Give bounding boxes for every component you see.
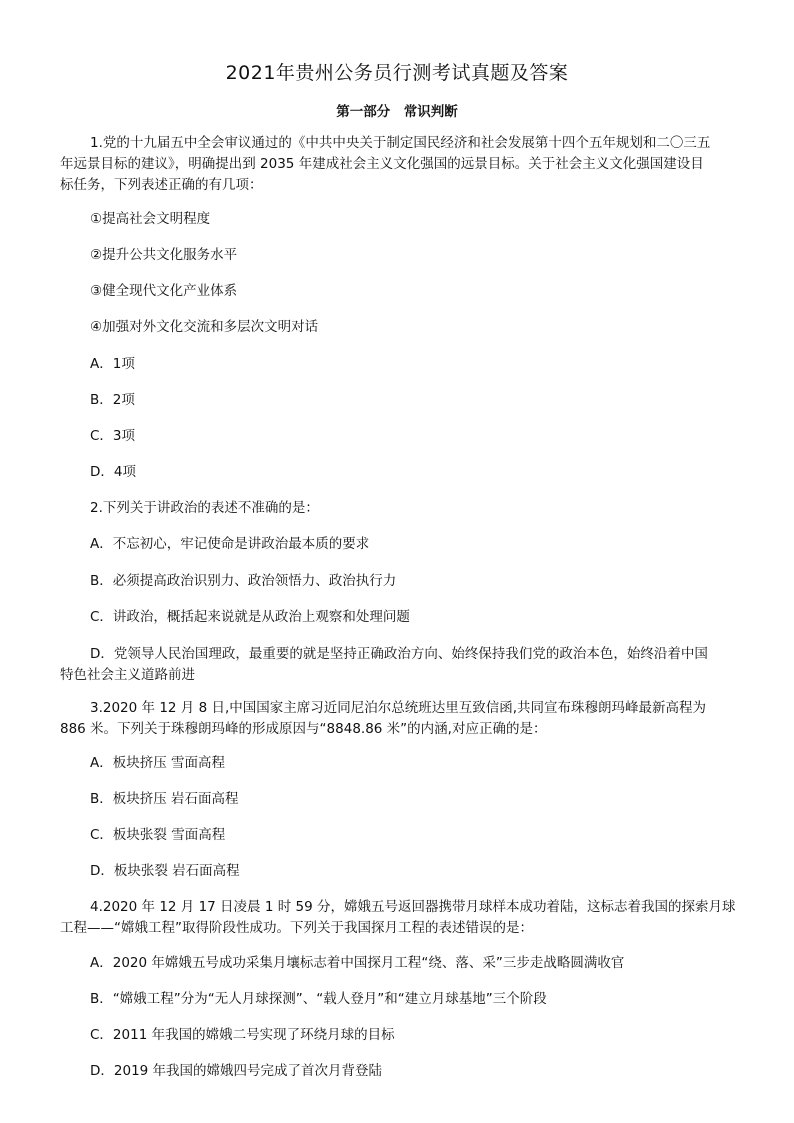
q1-stem-line-3: 标任务，下列表述正确的有几项： <box>60 177 263 193</box>
q3-stem-line-2: 886 米。下列关于珠穆朗玛峰的形成原因与“8848.86 米”的内涵,对应正确的是： <box>60 721 547 737</box>
q4-option-c: C．2011 年我国的嫦娥二号实现了环绕月球的目标 <box>90 1027 395 1043</box>
q4-option-b: B．“嫦娥工程”分为“无人月球探测”、“载人登月”和“建立月球基地”三个阶段 <box>90 991 547 1007</box>
q2-stem: 2.下列关于讲政治的表述不准确的是： <box>90 500 319 516</box>
q3-option-c: C．板块张裂 雪面高程 <box>90 827 226 843</box>
q1-item-4: ④加强对外文化交流和多层次文明对话 <box>90 319 319 335</box>
q4-stem-line-1: 4.2020 年 12 月 17 日凌晨 1 时 59 分，嫦娥五号返回器携带月球样本成功着陆，这标志着我国的探索月球 <box>90 899 736 915</box>
q1-option-d: D．4项 <box>90 464 136 480</box>
q1-item-2: ②提升公共文化服务水平 <box>90 247 238 263</box>
q1-item-1: ①提高社会文明程度 <box>90 211 211 227</box>
q1-stem-line-1: 1.党的十九届五中全会审议通过的《中共中央关于制定国民经济和社会发展第十四个五年规划和二〇三五 <box>90 135 711 151</box>
q1-option-a: A．1项 <box>90 356 135 372</box>
q1-option-b: B．2项 <box>90 392 135 408</box>
q4-stem-line-2: 工程——“嫦娥工程”取得阶段性成功。下列关于我国探月工程的表述错误的是： <box>60 920 533 936</box>
section-heading: 第一部分 常识判断 <box>336 104 458 120</box>
q4-option-a: A．2020 年嫦娥五号成功采集月壤标志着中国探月工程“绕、落、采”三步走战略圆满收官 <box>90 955 625 971</box>
q2-option-c: C．讲政治，概括起来说就是从政治上观察和处理问题 <box>90 609 410 625</box>
q2-option-a: A．不忘初心，牢记使命是讲政治最本质的要求 <box>90 536 370 552</box>
q2-option-d-line-1: D．党领导人民治国理政，最重要的就是坚持正确政治方向、始终保持我们党的政治本色，始终沿着中国 <box>90 646 708 662</box>
q2-option-d-line-2: 特色社会主义道路前进 <box>60 667 195 683</box>
q3-option-a: A．板块挤压 雪面高程 <box>90 755 226 771</box>
q1-item-3: ③健全现代文化产业体系 <box>90 283 238 299</box>
q2-option-b: B．必须提高政治识别力、政治领悟力、政治执行力 <box>90 573 397 589</box>
document-title: 2021年贵州公务员行测考试真题及答案 <box>225 62 569 84</box>
q1-option-c: C．3项 <box>90 428 136 444</box>
q3-stem-line-1: 3.2020 年 12 月 8 日,中国国家主席习近同尼泊尔总统班达里互致信函,共同宣布珠穆朗玛峰最新高程为 <box>90 700 707 716</box>
q1-stem-line-2: 年远景目标的建议》，明确提出到 2035 年建成社会主义文化强国的远景目标。关于社会主义文化强国建设目 <box>60 156 704 172</box>
q4-option-d: D．2019 年我国的嫦娥四号完成了首次月背登陆 <box>90 1063 383 1079</box>
q3-option-d: D．板块张裂 岩石面高程 <box>90 863 240 879</box>
q3-option-b: B．板块挤压 岩石面高程 <box>90 791 239 807</box>
